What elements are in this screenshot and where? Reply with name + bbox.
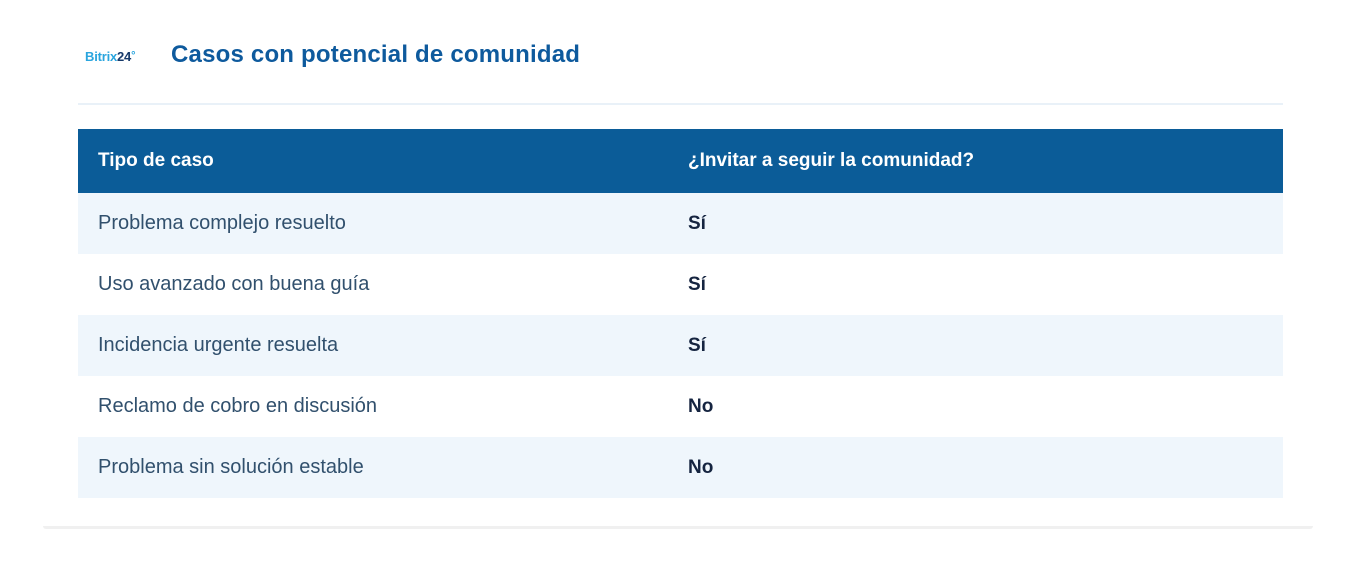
table-row (78, 254, 1283, 315)
case-type-cell: Problema sin solución estable (98, 456, 364, 478)
column-header-invitar: ¿Invitar a seguir la comunidad? (688, 150, 975, 171)
page-title: Casos con potencial de comunidad (171, 41, 581, 68)
invite-answer-cell: No (688, 456, 714, 478)
column-header-tipo-de-caso: Tipo de caso (98, 150, 214, 171)
top-divider (78, 103, 1283, 105)
logo-degree-mark: ° (131, 50, 136, 62)
case-type-cell: Uso avanzado con buena guía (98, 273, 370, 295)
table-row (78, 193, 1283, 254)
invite-answer-cell: Sí (688, 212, 706, 234)
table-header-row (78, 129, 1283, 193)
bitrix24-logo (85, 49, 135, 64)
invite-answer-cell: Sí (688, 273, 706, 295)
invite-answer-cell: Sí (688, 334, 706, 356)
table-row (78, 376, 1283, 437)
table-row (78, 315, 1283, 376)
logo-24-text: 24 (117, 49, 132, 64)
invite-answer-cell: No (688, 395, 714, 417)
logo-bitrix-text: Bitrix (85, 49, 118, 64)
card-bottom-edge (43, 526, 1313, 529)
case-type-cell: Problema complejo resuelto (98, 212, 346, 234)
community-cases-table (78, 129, 1283, 498)
case-type-cell: Reclamo de cobro en discusión (98, 395, 378, 417)
table-row (78, 437, 1283, 498)
case-type-cell: Incidencia urgente resuelta (98, 334, 339, 356)
